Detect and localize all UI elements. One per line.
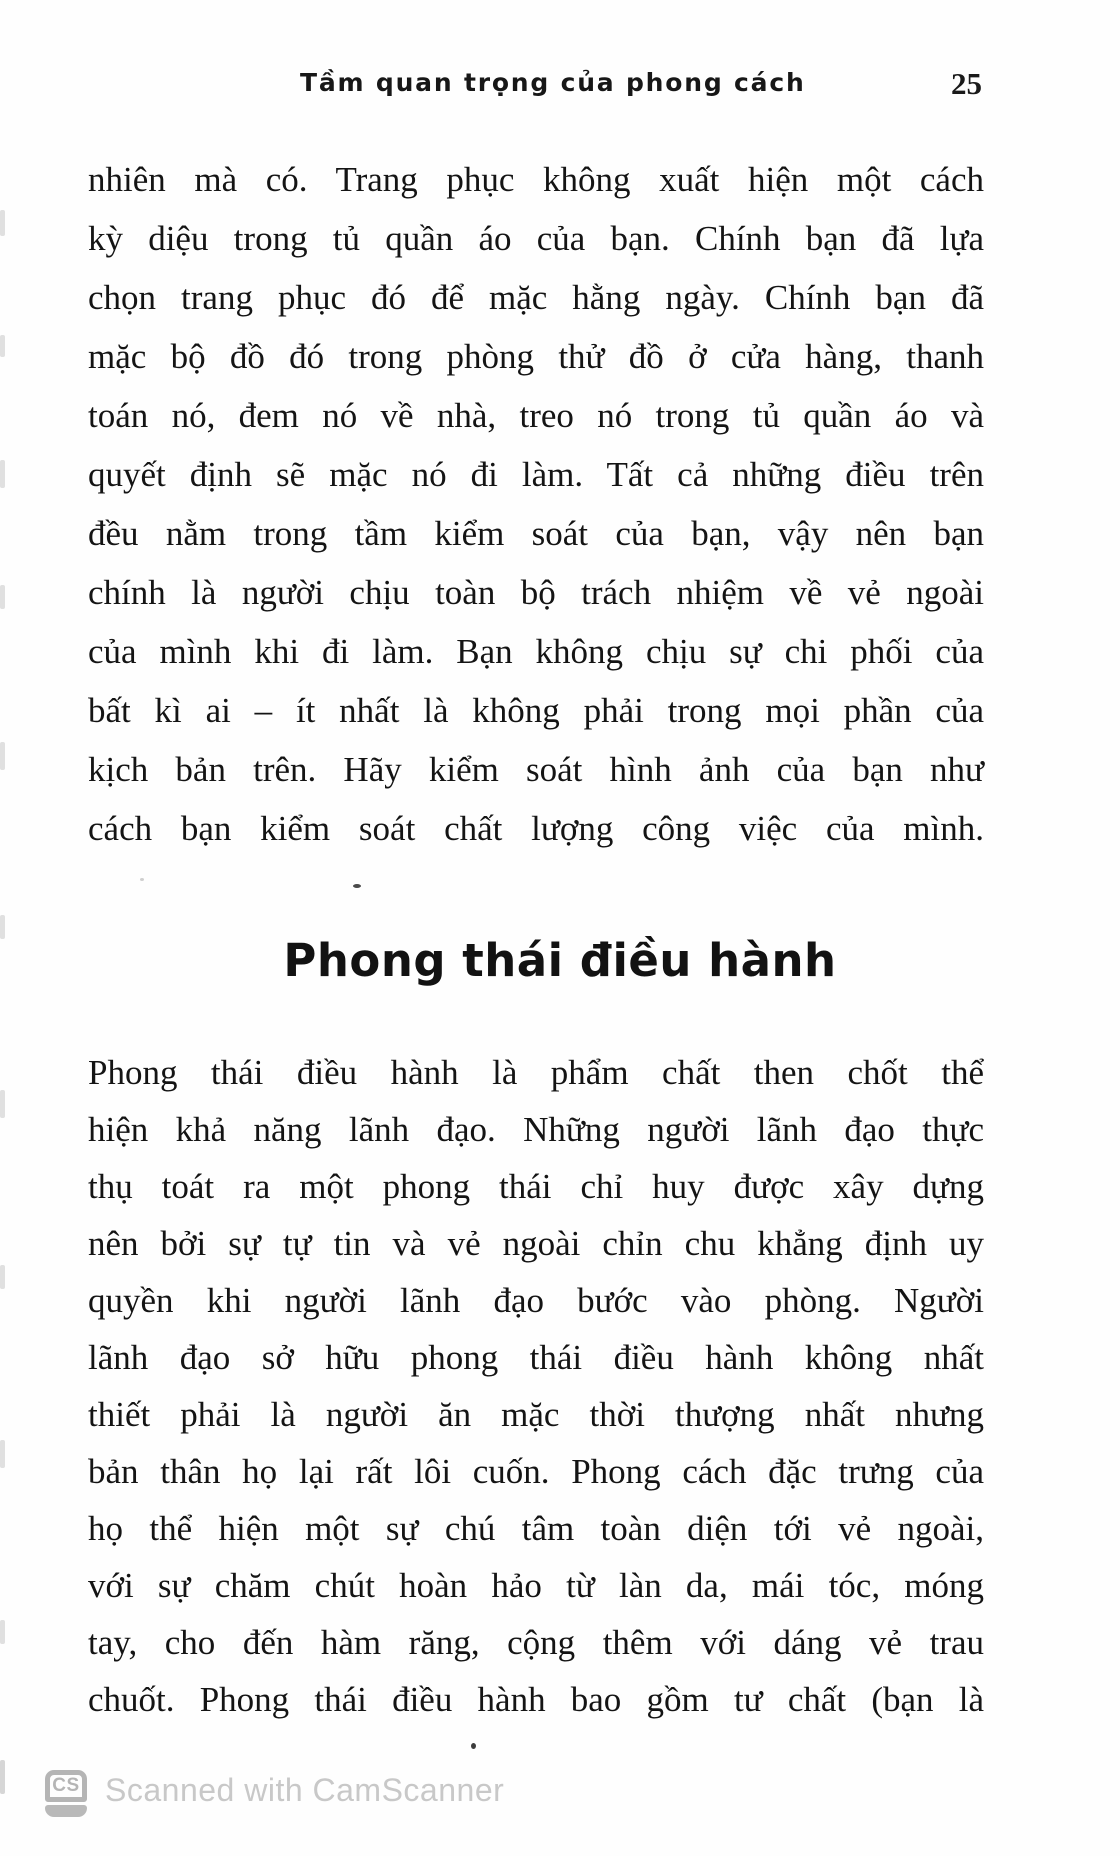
scan-artifact xyxy=(0,210,5,236)
scan-speck xyxy=(140,878,144,881)
body-line: tay, cho đến hàm răng, cộng thêm với dáng vẻ trau xyxy=(88,1623,984,1662)
body-line: hiện khả năng lãnh đạo. Những người lãnh đạo thực xyxy=(88,1110,984,1149)
body-line: thiết phải là người ăn mặc thời thượng nhất nhưng xyxy=(88,1395,984,1434)
running-header xyxy=(0,0,1120,120)
body-line: bản thân họ lại rất lôi cuốn. Phong cách đặc trưng của xyxy=(88,1452,984,1491)
body-line: quyền khi người lãnh đạo bước vào phòng. Người xyxy=(88,1281,984,1320)
running-header-title: Tầm quan trọng của phong cách xyxy=(300,68,806,97)
page-number: 25 xyxy=(951,66,982,101)
body-line: đều nằm trong tầm kiểm soát của bạn, vậy nên bạn xyxy=(88,514,984,553)
scan-speck xyxy=(353,884,361,888)
scan-artifact xyxy=(0,742,5,770)
camscanner-logo-letters: CS xyxy=(45,1770,87,1802)
body-line: họ thể hiện một sự chú tâm toàn diện tới vẻ ngoài, xyxy=(88,1509,984,1548)
paragraph-1 xyxy=(88,150,984,858)
body-line: mặc bộ đồ đó trong phòng thử đồ ở cửa hàng, thanh xyxy=(88,337,984,376)
scan-artifact xyxy=(0,1620,5,1644)
body-line: kịch bản trên. Hãy kiểm soát hình ảnh của bạn như xyxy=(88,750,984,789)
body-line: chính là người chịu toàn bộ trách nhiệm về vẻ ngoài xyxy=(88,573,984,612)
scan-artifact xyxy=(0,1090,5,1118)
scan-artifact xyxy=(0,335,5,357)
section-heading: Phong thái điều hành xyxy=(283,934,837,987)
body-line: quyết định sẽ mặc nó đi làm. Tất cả những điều trên xyxy=(88,455,984,494)
scan-artifact xyxy=(0,460,5,488)
body-line: toán nó, đem nó về nhà, treo nó trong tủ quần áo và xyxy=(88,396,984,435)
scan-artifact xyxy=(0,585,5,609)
body-line: của mình khi đi làm. Bạn không chịu sự chi phối của xyxy=(88,632,984,671)
body-line: nên bởi sự tự tin và vẻ ngoài chỉn chu khẳng định uy xyxy=(88,1224,984,1263)
paragraph-2 xyxy=(88,1044,984,1728)
body-line: nhiên mà có. Trang phục không xuất hiện một cách xyxy=(88,160,984,199)
scan-speck xyxy=(471,1743,476,1749)
scan-artifact xyxy=(0,1760,5,1794)
camscanner-logo-icon xyxy=(45,1770,87,1817)
camscanner-watermark-label: Scanned with CamScanner xyxy=(105,1772,505,1808)
body-line: Phong thái điều hành là phẩm chất then chốt thể xyxy=(88,1053,984,1092)
body-line: cách bạn kiểm soát chất lượng công việc của mình. xyxy=(88,809,984,848)
scan-artifact xyxy=(0,915,5,939)
scan-artifact xyxy=(0,1265,5,1289)
body-line: với sự chăm chút hoàn hảo từ làn da, mái tóc, móng xyxy=(88,1566,984,1605)
body-line: kỳ diệu trong tủ quần áo của bạn. Chính bạn đã lựa xyxy=(88,219,984,258)
body-line: lãnh đạo sở hữu phong thái điều hành không nhất xyxy=(88,1338,984,1377)
body-line: bất kì ai – ít nhất là không phải trong mọi phần của xyxy=(88,691,984,730)
scan-artifact xyxy=(0,1440,5,1468)
body-line: thụ toát ra một phong thái chỉ huy được xây dựng xyxy=(88,1167,984,1206)
body-line: chọn trang phục đó để mặc hằng ngày. Chính bạn đã xyxy=(88,278,984,317)
body-line: chuốt. Phong thái điều hành bao gồm tư chất (bạn là xyxy=(88,1680,984,1719)
camscanner-logo-bar xyxy=(45,1805,87,1817)
camscanner-watermark xyxy=(45,1770,504,1817)
